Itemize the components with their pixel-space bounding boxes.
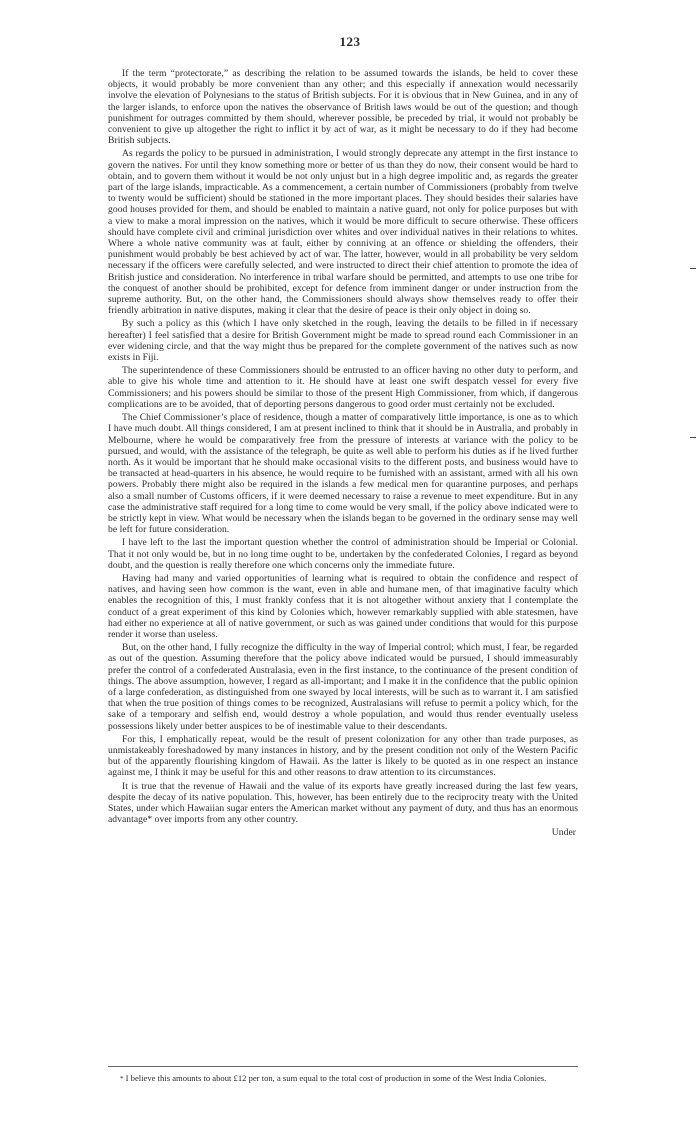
catchword: Under [551,827,576,839]
paragraph-protectorate: If the term “protectorate,” as describing the relation to be assumed towards the islands, be held to cover these objects, it would probably be more convenient than any other; and this especially if annexation would necessarily involve the elevation of Polynesians to the status of British subjects. For it is obvious that in New Guinea, and in any of the larger islands, to enforce upon the natives the observance of British laws would be out of the question; and though punishment for outrages committed by them should, wherever possible, be preceded by trial, it would not probably be convenient to give up altogether the right to inflict it by act of war, as it might be necessary to do if they had become British subjects. [108,68,578,147]
paragraph-experience: Having had many and varied opportunities of learning what is required to obtain the confidence and respect of natives, and having seen how common is the want, even in able and humane men, of that imaginative faculty which enables the recognition of this, I must frankly confess that it is not altogether without anxiety that I contemplate the conduct of a great experiment of this kind by Colonies which, however remarkably supplied with able statesmen, have had either no experience at all of native government, or such as was gained under conditions that would for this purpose render it worse than useless. [108,572,578,640]
paragraph-colonization-result: For this, I emphatically repeat, would be the result of present colonization for any other than trade purposes, as unmistakeably foreshadowed by many instances in history, and by the present condition not only of the Western Pacific but of the apparently flourishing kingdom of Hawaii. As the latter is likely to be quoted as in one respect an instance against me, I think it may be useful for this and other reasons to draw attention to its circumstances. [108,733,578,779]
footnote [108,1073,578,1084]
paragraph-hawaii-revenue: It is true that the revenue of Hawaii and the value of its exports have greatly increased during the last few years, despite the decay of its native population. This, however, has been entirely due to the reciprocity treaty with the United States, under which Hawaiian sugar enters the American market without any payment of duty, and thus has an enormous advantage* over imports from any other country. [108,780,578,826]
paragraph-imperial-control: But, on the other hand, I fully recognize the difficulty in the way of Imperial control; which must, I fear, be regarded as out of the question. Assuming therefore that the policy above indicated would be pursued, I should immeasurably prefer the control of a confederated Australasia, even in the first instance, to the continuance of the present condition of things. The above assumption, however, I regard as all-important; and I make it in the confidence that the public opinion of a large confederation, as distinguished from one swayed by local interests, will be such as to warrant it. I am satisfied that when the true position of things comes to be recognized, Australasians will refuse to permit a policy which, for the sake of a temporary and selfish end, would destroy a whole population, and would thus render eventually useless possessions likely under better auspices to be of inestimable value to their descendants. [108,642,578,732]
body-text [108,68,578,841]
footnote-marker: * [120,1075,124,1083]
footnote-divider [108,1066,578,1067]
page-number: 123 [339,34,361,49]
paragraph-administration-policy: As regards the policy to be pursued in administration, I would strongly deprecate any attempt in the first instance to govern the natives. For until they know something more or better of us than they do now, their consent would be hard to obtain, and to govern them without it would be not only unjust but in a high degree impolitic and, as regards the greater part of the large islands, impracticable. As a commencement, a certain number of Commissioners (probably from twelve to twenty would be sufficient) should be stationed in the more important places. They should besides their salaries have good houses provided for them, and should be enabled to maintain a native guard, not only for police purposes but with a view to make a moral impression on the natives, which it would be more difficult to secure otherwise. These officers should have complete civil and criminal jurisdiction over whites and over individual natives in their relations to whites. Where a whole native community was at fault, either by conniving at an offence or shielding the offenders, their punishment would probably be best achieved by act of war. The latter, however, would in all probability be very seldom necessary if the officers were carefully selected, and were instructed to direct their chief attention to promote the idea of British justice and consideration. No interference in tribal warfare should be permitted, and attempts to use one tribe for the conquest of another should be prohibited, except for defence from imminent danger or under instruction from the supreme authority. But, on the other hand, the Commissioners should always show themselves ready to offer their friendly arbitration in native disputes, making it clear that the desire of peace is their only object in doing so. [108,148,578,317]
footnote-text: I believe this amounts to about £12 per ton, a sum equal to the total cost of production in some of the West India Colonies. [125,1073,547,1083]
paragraph-superintendence: The superintendence of these Commissioners should be entrusted to an officer having no other duty to perform, and able to give his whole time and attention to it. He should have at least one swift despatch vessel for every five Commissioners; and his powers should be similar to those of the present High Commissioner, from which, if dangerous complications are to be avoided, that of deporting persons dangerous to good order must certainly not be excluded. [108,365,578,410]
paragraph-chief-commissioner: The Chief Commissioner’s place of residence, though a matter of comparatively little importance, is one as to which I have much doubt. All things considered, I am at present inclined to think that it should be in Australia, and probably in Melbourne, where he would be comparatively free from the pressure of interests at variance with the policy to be pursued, and would, with the assistance of the telegraph, be quite as well able to perform his duties as if he lived further north. As it would be important that he should make occasional visits to the different posts, and business would have to be transacted at head-quarters in his absence, he would require to be furnished with an assistant, armed with all his own powers. Probably there might also be required in the islands a few medical men for quarantine purposes, and perhaps also a small number of Customs officers, if it were deemed necessary to raise a revenue to meet expenditure. But in any case the administrative staff required for a long time to come would be very small, if the policy above indicated were to be strictly kept in view. What would be necessary when the islands began to be governed in the ordinary sense may well be left for future consideration. [108,412,578,536]
margin-mark [690,268,696,269]
paragraph-imperial-or-colonial: I have left to the last the important question whether the control of administration should be Imperial or Colonial. That it not only would be, but in no long time ought to be, undertaken by the confederated Colonies, I regard as beyond doubt, and the question is really therefore one which concerns only the immediate future. [108,537,578,571]
paragraph-policy-outcome: By such a policy as this (which I have only sketched in the rough, leaving the details to be filled in if necessary hereafter) I feel satisfied that a desire for British Government might be made to spread round each Commissioner in an ever widening circle, and that the way might thus be prepared for the complete government of the natives such as now exists in Fiji. [108,318,578,364]
margin-mark [690,437,696,438]
